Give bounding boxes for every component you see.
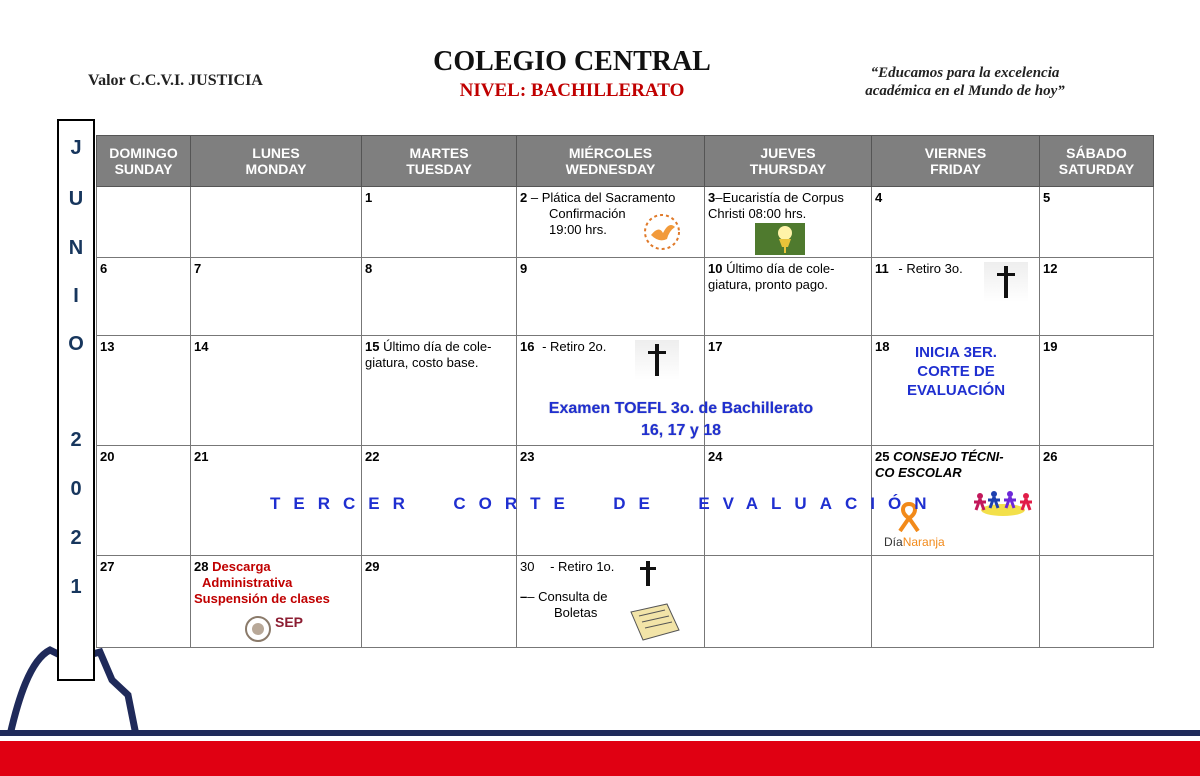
third-evaluation-start-note: INICIA 3ER. CORTE DE EVALUACIÓN xyxy=(906,344,1006,399)
day-cell xyxy=(191,556,362,648)
dove-icon xyxy=(641,211,683,253)
weekday-header: DOMINGO SUNDAY xyxy=(97,136,191,187)
year-digit: 0 xyxy=(70,478,82,500)
day-number: 27 xyxy=(100,559,115,574)
day-cell xyxy=(362,187,517,258)
weekday-header: VIERNES FRIDAY xyxy=(872,136,1040,187)
day-cell xyxy=(97,556,191,648)
day-number: 7 xyxy=(194,261,202,276)
day-cell xyxy=(1040,336,1154,446)
day-number: 23 xyxy=(520,449,535,464)
event-text: - Retiro 2o. xyxy=(542,339,607,354)
event-text: Confirmación xyxy=(549,206,626,221)
day-number: 1 xyxy=(365,190,373,205)
people-circle-icon xyxy=(972,490,1034,524)
event-text: Último día de cole- xyxy=(726,261,835,276)
cross-icon xyxy=(984,262,1028,302)
day-number: 26 xyxy=(1043,449,1058,464)
third-evaluation-banner: TERCER CORTE DE EVALUACIÓN xyxy=(270,494,940,513)
year-digit: 1 xyxy=(70,576,82,598)
event-text: Último día de cole- xyxy=(383,339,492,354)
event-text: giatura, costo base. xyxy=(365,355,479,370)
year-digit: 2 xyxy=(70,527,82,549)
day-cell xyxy=(362,258,517,336)
event-text: – Plática del Sacramento xyxy=(530,190,676,205)
report-card-icon xyxy=(625,602,685,642)
day-number: 15 xyxy=(365,339,380,354)
day-number: 17 xyxy=(708,339,723,354)
page-title: COLEGIO CENTRAL xyxy=(433,46,711,77)
day-cell xyxy=(517,556,705,648)
day-cell xyxy=(517,258,705,336)
sep-logo-text: SEP xyxy=(275,614,304,630)
day-cell-empty xyxy=(191,187,362,258)
event-text: CONSEJO TÉCNI- xyxy=(893,449,1004,464)
day-number: 14 xyxy=(194,339,209,354)
event-text: Suspensión de clases xyxy=(194,591,330,606)
day-cell xyxy=(872,258,1040,336)
day-cell xyxy=(705,258,872,336)
event-text: Boletas xyxy=(554,605,598,620)
page-subtitle: NIVEL: BACHILLERATO xyxy=(459,80,685,101)
month-letter: U xyxy=(68,188,84,210)
day-cell xyxy=(191,336,362,446)
day-number: 9 xyxy=(520,261,528,276)
day-cell xyxy=(872,187,1040,258)
weekday-header: LUNES MONDAY xyxy=(191,136,362,187)
day-cell xyxy=(1040,446,1154,556)
cross-icon-frame xyxy=(635,340,679,380)
day-cell xyxy=(1040,187,1154,258)
event-text: - Retiro 3o. xyxy=(898,261,963,276)
day-cell xyxy=(97,258,191,336)
week-row xyxy=(97,556,1154,648)
day-number: 13 xyxy=(100,339,115,354)
day-number: 3 xyxy=(708,190,716,205)
event-text: - Retiro 1o. xyxy=(550,559,615,574)
month-letter: J xyxy=(70,137,82,159)
event-text: Christi 08:00 hrs. xyxy=(708,206,807,221)
month-letter: O xyxy=(68,333,84,355)
day-cell-empty xyxy=(705,556,872,648)
day-cell-empty xyxy=(1040,556,1154,648)
week-row xyxy=(97,187,1154,258)
day-number: 16 xyxy=(520,339,535,354)
day-number: 4 xyxy=(875,190,883,205)
day-number: 30 xyxy=(520,559,535,574)
toefl-exam-banner: Examen TOEFL 3o. de Bachillerato 16, 17 y 18 xyxy=(548,400,814,439)
day-cell xyxy=(362,336,517,446)
day-number: 24 xyxy=(708,449,723,464)
day-cell xyxy=(1040,258,1154,336)
weekday-header: MIÉRCOLES WEDNESDAY xyxy=(517,136,705,187)
day-cell-empty xyxy=(97,187,191,258)
day-number: 19 xyxy=(1043,339,1058,354)
day-number: 12 xyxy=(1043,261,1058,276)
day-number: 18 xyxy=(875,339,890,354)
cross-icon xyxy=(635,340,679,380)
footer-stripe-navy xyxy=(0,730,1200,736)
motto-line-1: “Educamos para la excelencia xyxy=(870,65,1060,81)
event-text: Descarga xyxy=(212,559,271,574)
day-number: 10 xyxy=(708,261,723,276)
day-cell xyxy=(191,258,362,336)
day-number: 2 xyxy=(520,190,528,205)
month-letter: I xyxy=(73,285,79,307)
event-text: 19:00 hrs. xyxy=(549,222,607,237)
day-number: 11 xyxy=(875,261,889,276)
day-number: 25 xyxy=(875,449,890,464)
day-cell xyxy=(362,556,517,648)
eucharist-icon xyxy=(755,223,805,255)
weekday-header: MARTES TUESDAY xyxy=(362,136,517,187)
event-text: Administrativa xyxy=(202,575,293,590)
dia-naranja-logo: DíaNaranja xyxy=(884,535,945,549)
event-text: –– Consulta de xyxy=(520,589,608,604)
day-number: 20 xyxy=(100,449,115,464)
day-cell-empty xyxy=(872,556,1040,648)
day-cell xyxy=(97,446,191,556)
weekday-header: SÁBADO SATURDAY xyxy=(1040,136,1154,187)
event-text: CO ESCOLAR xyxy=(875,465,962,480)
footer-stripe-red xyxy=(0,741,1200,776)
day-number: 22 xyxy=(365,449,380,464)
day-number: 28 xyxy=(194,559,209,574)
school-value-label: Valor C.C.V.I. JUSTICIA xyxy=(88,72,263,89)
event-text: giatura, pronto pago. xyxy=(708,277,828,292)
event-text: –Eucaristía de Corpus xyxy=(715,190,844,205)
school-motto xyxy=(800,64,1130,100)
day-number: 6 xyxy=(100,261,108,276)
weekday-header: JUEVES THURSDAY xyxy=(705,136,872,187)
sep-emblem-icon xyxy=(243,614,273,644)
month-letter: N xyxy=(68,237,84,259)
day-cell xyxy=(705,187,872,258)
day-number: 29 xyxy=(365,559,380,574)
day-cell xyxy=(97,336,191,446)
motto-line-2: académica en el Mundo de hoy” xyxy=(865,83,1065,99)
week-row xyxy=(97,258,1154,336)
cross-icon-frame xyxy=(984,262,1028,302)
weekday-header-row xyxy=(97,136,1154,187)
day-number: 21 xyxy=(194,449,209,464)
day-number: 8 xyxy=(365,261,373,276)
cross-icon xyxy=(635,558,661,588)
day-number: 5 xyxy=(1043,190,1051,205)
year-digit: 2 xyxy=(70,429,82,451)
day-cell xyxy=(517,187,705,258)
month-year-column xyxy=(57,119,95,681)
